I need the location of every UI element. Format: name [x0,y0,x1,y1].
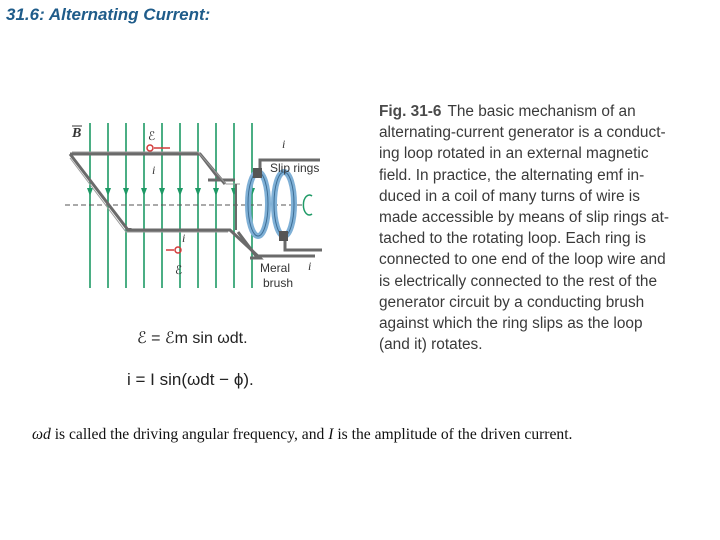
conducting-loop [70,154,260,258]
slide-title: 31.6: Alternating Current: [6,5,211,24]
caption-line: generator circuit by a conducting brush [379,293,645,311]
caption-line: ing loop rotated in an external magnetic [379,145,649,163]
metal-brush-label-2: brush [263,276,294,290]
note-text-1: is called the driving angular frequency, and [50,426,329,443]
caption-line: alternating-current generator is a conduct- [379,124,666,142]
caption-line: is electrically connected to the rest of the [379,272,658,290]
current-label-top: i [152,163,156,177]
brush [253,168,262,178]
current-label-brush: i [308,259,312,273]
metal-brush-label: Meral [260,261,291,275]
caption-line: tached to the rotating loop. Each ring is [379,230,646,248]
emf-label-bottom: ℰ [175,263,183,277]
emf-label-top: ℰ [148,129,156,143]
ac-generator-figure [60,118,360,298]
emf-equation: ℰ = ℰm sin ωdt. [137,330,248,347]
caption-line: The basic mechanism of an [447,103,636,120]
definition-note [32,426,712,444]
brush [279,231,288,241]
omega-symbol: ωd [32,426,51,443]
current-equation: i = I sin(ωdt − ϕ). [127,370,254,389]
slip-rings-label: Slip rings [270,161,320,175]
caption-line: made accessible by means of slip rings at- [379,209,669,227]
figure-label: Fig. 31-6 [379,103,442,120]
note-text-2: is the amplitude of the driven current. [333,426,573,443]
amplitude-symbol: I [328,426,334,443]
caption-line: against which the ring slips as the loop [379,315,643,333]
current-label-bottom: i [182,231,186,245]
figure-caption [379,101,709,355]
caption-line: field. In practice, the alternating emf in- [379,166,645,184]
caption-line: duced in a coil of many turns of wire is [379,187,640,205]
caption-line: (and it) rotates. [379,336,483,354]
caption-line: connected to one end of the loop wire and [379,251,666,269]
rotation-arrow [303,195,312,215]
b-field-label: B [72,126,82,141]
current-label-top-right: i [282,137,286,151]
